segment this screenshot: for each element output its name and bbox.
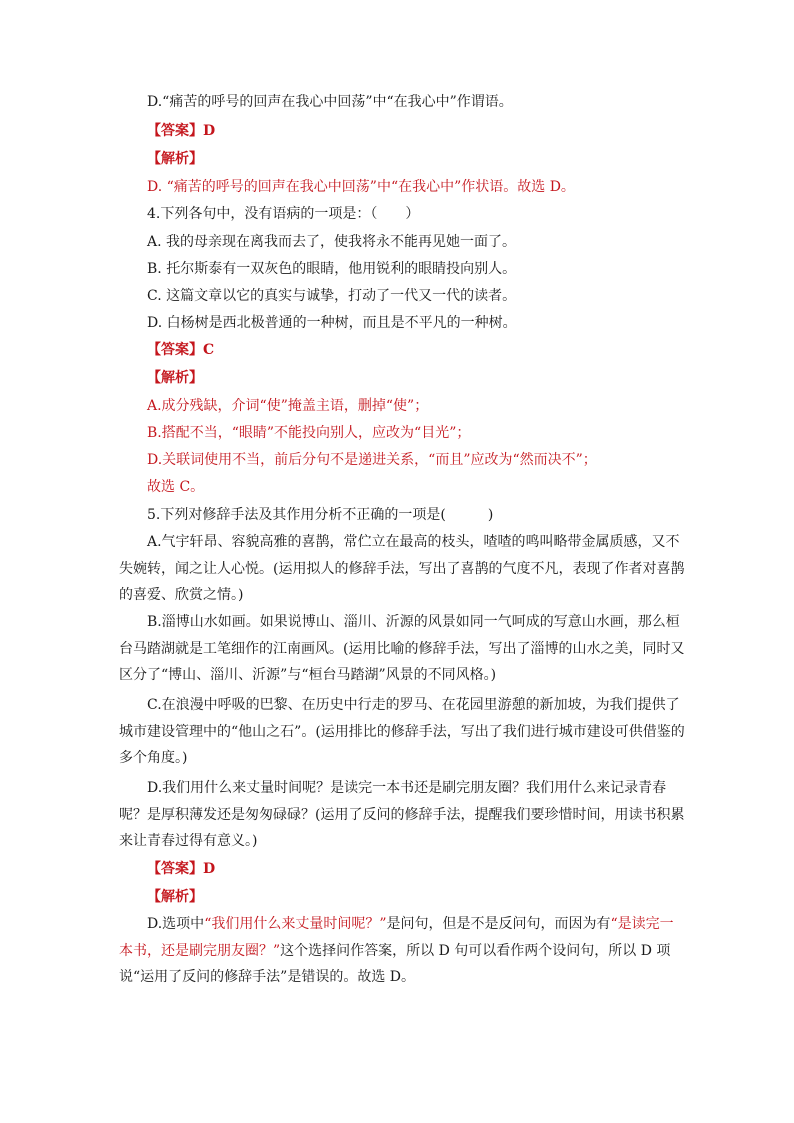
q5-analysis-text <box>119 911 687 991</box>
q3-option-d: D.“痛苦的呼号的回声在我心中回荡”中“在我心中”作谓语。 <box>147 94 513 110</box>
q5-analysis-part2: 是问句，但是不是反问句，而因为有 <box>386 916 611 932</box>
q5-option-d: D.我们用什么来丈量时间呢？是读完一本书还是刷完朋友圈？我们用什么来记录青春呢？是厚积薄发还是匆匆碌碌？(运用了反问的修辞手法，提醒我们要珍惜时间，用读书积累来让青春过得有意义。) <box>119 780 685 849</box>
q4-conclusion: 故选 C。 <box>147 479 205 495</box>
q3-answer: 【答案】D <box>147 123 216 139</box>
q5-option-b: B.淄博山水如画。如果说博山、淄川、沂源的风景如同一气呵成的写意山水画，那么桓台马踏湖就是工笔细作的江南画风。(运用比喻的修辞手法，写出了淄博的山水之美，同时又区分了“博山、淄川、沂源”与“桓台马踏湖”风景的不同风格。) <box>119 614 685 683</box>
q5-answer: 【答案】D <box>147 861 216 877</box>
q4-answer: 【答案】C <box>147 342 215 358</box>
q5-stem: 5.下列对修辞手法及其作用分析不正确的一项是( ) <box>147 507 494 523</box>
q4-option-c: C. 这篇文章以它的真实与诚挚，打动了一代又一代的读者。 <box>147 288 517 304</box>
q4-analysis-label: 【解析】 <box>147 370 203 386</box>
q5-analysis-part1: D.选项中 <box>147 916 205 932</box>
q4-option-b: B. 托尔斯泰有一双灰色的眼睛，他用锐利的眼睛投向别人。 <box>147 261 517 277</box>
q4-stem: 4.下列各句中，没有语病的一项是：（ ） <box>147 206 420 222</box>
q4-option-d: D. 白杨树是西北极普通的一种树，而且是不平凡的一种树。 <box>147 315 517 331</box>
q5-analysis-quote1: “我们用什么来丈量时间呢？” <box>204 916 387 932</box>
q3-analysis-label: 【解析】 <box>147 151 203 167</box>
q4-option-a: A. 我的母亲现在离我而去了，使我将永不能再见她一面了。 <box>147 234 517 250</box>
q5-analysis-part3: 这个选择问作答案，所以 D 句可以看作两个设问句，所以 D 项说“运用了反问的修辞手法”是错误的。故选 D。 <box>119 942 671 985</box>
q5-option-a: A.气宇轩昂、容貌高雅的喜鹊，常伫立在最高的枝头，喳喳的鸣叫略带金属质感，又不失婉转，闻之让人心悦。(运用拟人的修辞手法，写出了喜鹊的气度不凡，表现了作者对喜鹊的喜爱、欣赏之情。) <box>119 534 685 603</box>
q4-analysis-line-b: B.搭配不当，“眼睛”不能投向别人，应改为“目光”； <box>147 425 471 441</box>
q5-analysis-quote2: “是读完一本书，还是刷完朋友圈？” <box>119 916 674 959</box>
q4-analysis-line-a: A.成分残缺，介词“使”掩盖主语，删掉“使”； <box>147 398 429 414</box>
q5-option-c: C.在浪漫中呼吸的巴黎、在历史中行走的罗马、在花园里游憩的新加坡，为我们提供了城市建设管理中的“他山之石”。(运用排比的修辞手法，写出了我们进行城市建设可供借鉴的多个角度。) <box>119 697 685 766</box>
q5-analysis-label: 【解析】 <box>147 889 203 905</box>
q4-analysis-line-d: D.关联词使用不当，前后分句不是递进关系，“而且”应改为“然而决不”； <box>147 452 597 468</box>
q3-analysis-text: D. “痛苦的呼号的回声在我心中回荡”中“在我心中”作状语。故选 D。 <box>147 179 575 195</box>
